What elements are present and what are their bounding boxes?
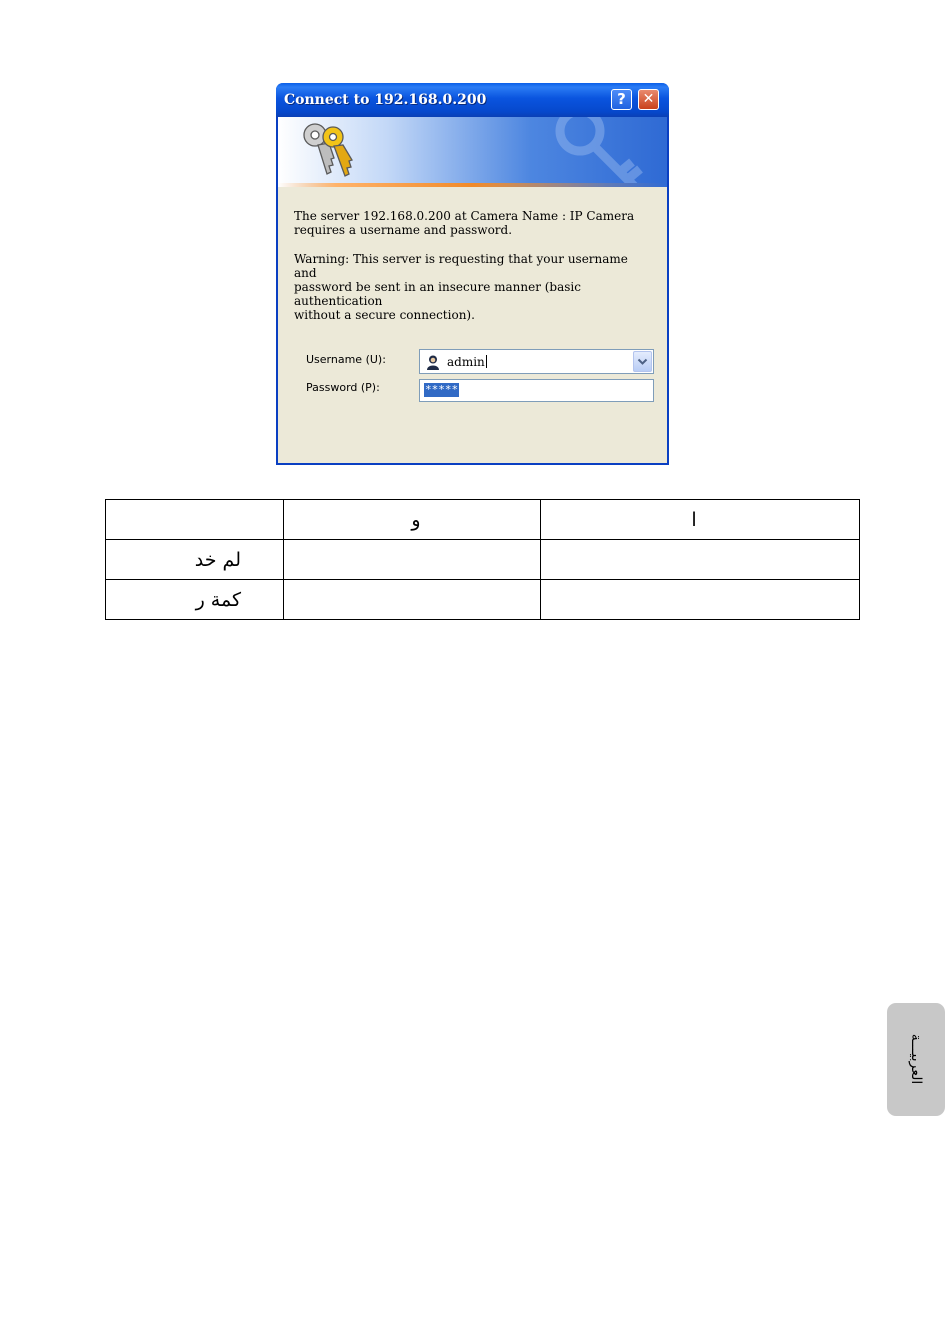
title-bar[interactable] (276, 83, 669, 117)
login-dialog (276, 83, 669, 465)
dropdown-button[interactable] (633, 351, 652, 372)
table-cell (284, 540, 541, 580)
keys-watermark-icon (540, 117, 667, 183)
auth-warning: Warning: This server is requesting that your username and password be sent in an insecure manner (basic authentication without a secure connection). (294, 252, 628, 322)
credentials-table (105, 499, 860, 620)
username-combobox[interactable] (419, 349, 654, 374)
banner-divider (278, 183, 667, 187)
table-cell (284, 580, 541, 620)
language-tab-label: العربيـــة (908, 1033, 924, 1085)
table-row (106, 540, 860, 580)
help-button[interactable] (611, 89, 632, 110)
keys-icon (298, 121, 358, 181)
dialog-banner (278, 117, 667, 187)
table-row-label: لم خد (106, 540, 284, 580)
language-side-tab (887, 1003, 945, 1116)
chevron-down-icon (634, 352, 651, 371)
auth-message: The server 192.168.0.200 at Camera Name : IP Camera requires a username and password. (294, 209, 635, 237)
table-header-row (106, 500, 860, 540)
help-icon: ? (617, 90, 626, 108)
username-input[interactable]: admin (447, 355, 485, 369)
close-icon: ✕ (642, 91, 655, 107)
table-header-cell (106, 500, 284, 540)
username-label: Username (U): (306, 353, 386, 366)
password-label: Password (P): (306, 381, 380, 394)
close-button[interactable] (638, 89, 659, 110)
password-input[interactable]: ***** (425, 383, 459, 396)
user-icon (425, 354, 441, 370)
table-header-cell: و (284, 500, 541, 540)
table-cell (541, 540, 860, 580)
dialog-title: Connect to 192.168.0.200 (284, 92, 487, 108)
text-caret (486, 355, 487, 368)
table-row (106, 580, 860, 620)
table-cell (541, 580, 860, 620)
table-header-cell: ا (541, 500, 860, 540)
password-field[interactable] (419, 379, 654, 402)
table-row-label: كمة ر (106, 580, 284, 620)
